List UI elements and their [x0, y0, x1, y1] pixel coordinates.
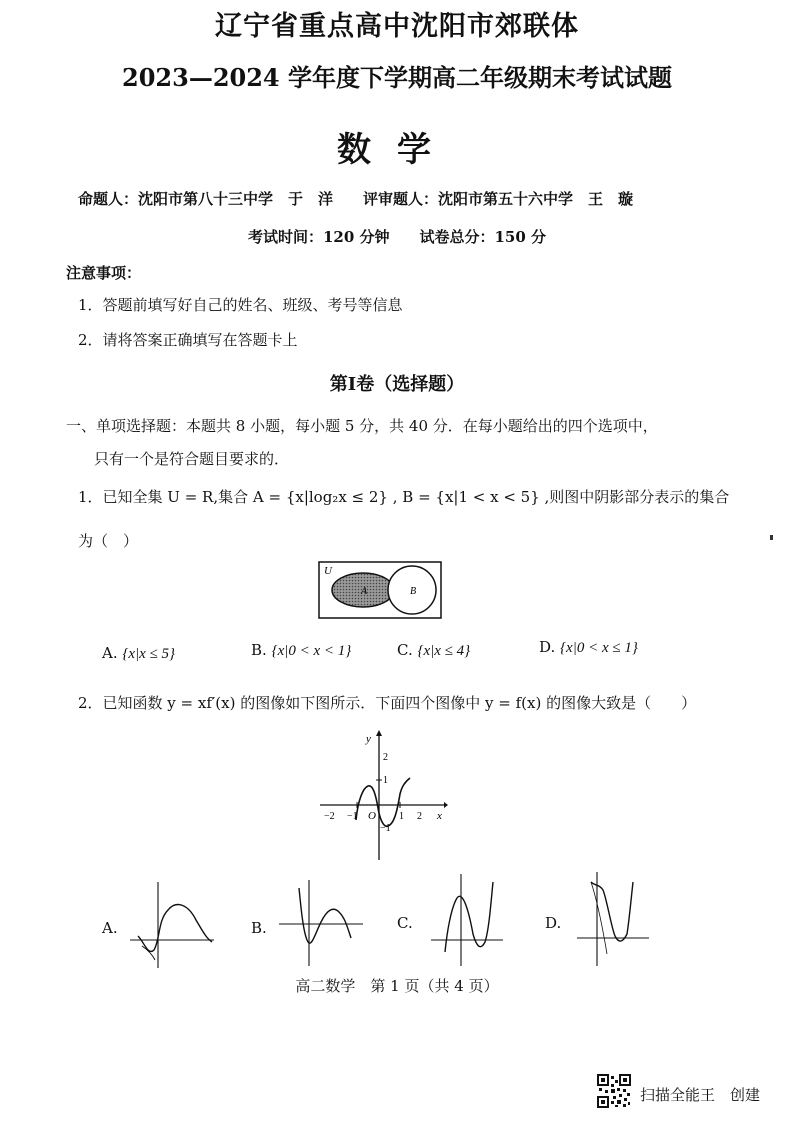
q1-text-line2: 为（ ）: [78, 532, 139, 550]
scan-mark: [770, 535, 773, 540]
q2-x-tick-neg2: −2: [324, 811, 335, 822]
set-b-label: B: [410, 586, 417, 597]
venn-diagram: [318, 561, 442, 619]
q2-y-tick-neg1: −1: [380, 823, 391, 834]
q2-x-tick-neg1: −1: [347, 811, 358, 822]
subject-title: 数学: [337, 130, 457, 170]
section-title: 第Ⅰ卷（选择题）: [329, 374, 465, 395]
universe-label: U: [324, 565, 332, 577]
q1-option-b[interactable]: [251, 641, 351, 660]
q1-option-b-value: {x|0 < x < 1}: [271, 643, 352, 659]
page-footer: 高二数学 第 1 页（共 4 页）: [295, 977, 499, 995]
notice-item-1: 1．答题前填写好自己的姓名、班级、考号等信息: [78, 296, 403, 314]
q1-option-c-value: {x|x ≤ 4}: [417, 643, 471, 659]
q1-option-c[interactable]: [397, 641, 470, 660]
q2-y-tick-1: 1: [383, 775, 388, 786]
q2-option-b-graph[interactable]: [277, 878, 367, 968]
camscanner-watermark: 扫描全能王 创建: [640, 1086, 761, 1104]
notice-item-2: 2．请将答案正确填写在答题卡上: [78, 331, 298, 349]
set-a-label: A: [361, 586, 368, 597]
q1-text-line1: 1．已知全集 U = R,集合 A = {x|log₂x ≤ 2} , B = {x|1 < x < 5} ,则图中阴影部分表示的集合: [78, 488, 730, 506]
q2-origin-label: O: [368, 810, 376, 822]
q1-option-a[interactable]: [102, 644, 175, 663]
q1-option-d-label: D.: [539, 638, 556, 656]
q1-option-a-value: {x|x ≤ 5}: [122, 646, 176, 662]
authors-line: 命题人：沈阳市第八十三中学 于 洋 评审题人：沈阳市第五十六中学 王 璇: [78, 190, 634, 208]
q1-option-b-label: B.: [251, 641, 267, 659]
notice-heading: 注意事项：: [66, 264, 142, 282]
section-intro-line1: 一、单项选择题：本题共 8 小题，每小题 5 分，共 40 分．在每小题给出的四个选项中，: [66, 417, 658, 435]
q1-option-c-label: C.: [397, 641, 413, 659]
q2-option-c-label[interactable]: C.: [397, 914, 413, 932]
qr-code-icon: [597, 1074, 631, 1108]
q2-x-tick-2: 2: [417, 811, 422, 822]
title-line2: 2023—2024 学年度下学期高二年级期末考试试题: [122, 63, 672, 92]
q2-main-graph: [318, 728, 448, 862]
q2-option-a-graph[interactable]: [128, 880, 216, 970]
q2-y-tick-2: 2: [383, 752, 388, 763]
q2-text: 2．已知函数 y = xf′(x) 的图像如下图所示．下面四个图像中 y = f(x) 的图像大致是（ ）: [78, 694, 697, 712]
q1-option-a-label: A.: [102, 644, 118, 662]
q2-x-tick-1: 1: [399, 811, 404, 822]
q2-option-d-graph[interactable]: [573, 870, 653, 968]
q1-option-d[interactable]: [539, 638, 638, 657]
q2-option-c-graph[interactable]: [427, 872, 507, 968]
q2-option-b-label[interactable]: B.: [251, 919, 267, 937]
title-line1: 辽宁省重点高中沈阳市郊联体: [215, 11, 579, 42]
q2-y-axis-label: y: [366, 733, 371, 745]
q2-x-axis-label: x: [437, 810, 442, 822]
exam-info: 考试时间：120 分钟 试卷总分：150 分: [247, 228, 547, 246]
q2-option-d-label[interactable]: D.: [545, 914, 562, 932]
q1-option-d-value: {x|0 < x ≤ 1}: [560, 640, 638, 656]
section-intro-line2: 只有一个是符合题目要求的．: [94, 450, 290, 468]
q2-option-a-label[interactable]: A.: [102, 919, 118, 937]
